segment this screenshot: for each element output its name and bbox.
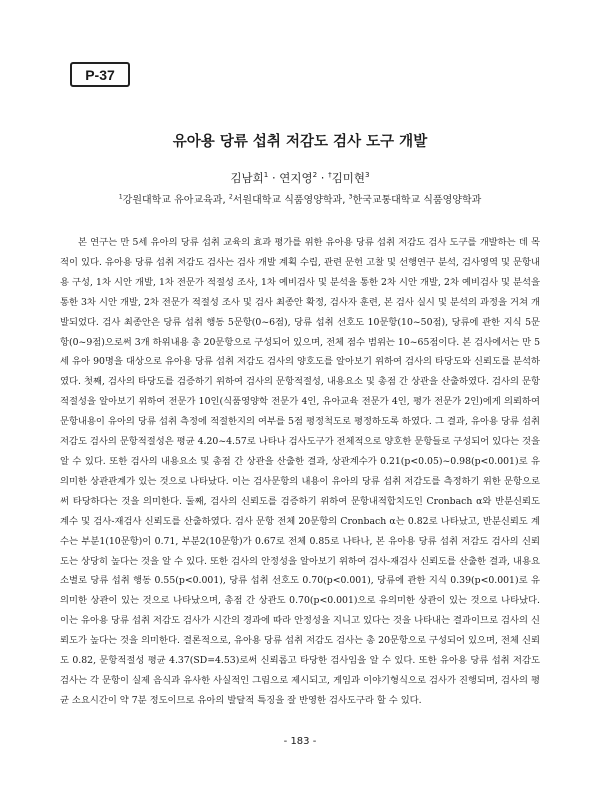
affiliation-list: $^1$강원대학교 유아교육과, $^2$서원대학교 식품영양학과, $^3$한국교통대학교 식품영양학과 [118, 193, 482, 206]
author-separator: · [317, 171, 329, 185]
affiliation-superscript: 2 [228, 193, 233, 201]
author-separator: · [268, 171, 280, 185]
affiliation-name: 서원대학교 식품영양학과 [232, 195, 343, 206]
author-superscript: 3 [365, 170, 370, 180]
poster-id-badge [70, 62, 130, 87]
author-name: 김미현 [331, 171, 366, 185]
author-superscript: 2 [312, 170, 318, 180]
author-name: 김남희 [230, 171, 264, 185]
affiliation-name: 강원대학교 유아교육과 [122, 195, 223, 206]
paper-title: 유아용 당류 섭취 저감도 검사 도구 개발 [172, 134, 428, 150]
author-superscript: 1 [263, 170, 269, 180]
corresponding-author-mark: † [328, 170, 332, 180]
poster-id-label: P-37 [85, 66, 115, 83]
author-list [0, 170, 600, 186]
page-number: - 183 - [283, 736, 317, 747]
affiliation-superscript: 3 [348, 193, 353, 201]
abstract-body: 본 연구는 만 5세 유아의 당류 섭취 교육의 효과 평가를 위한 유아용 당류 섭취 저감도 검사 도구를 개발하는 데 목적이 있다. 유아용 당류 섭취 저감도 검사는 검사 개발 계획 수립, 관련 문헌 고찰 및 선행연구 분석, 검사영역 및 문항내용 구성, 1차 시안 개발, 1차 전문가 적절성 조사, 1차 예비검사 및 분석을 통한 2차 시안 개발, 2차 예비검사 및 분석을 통한 3차 시안 개발, 2차 전문가 적절성 조사 및 검사 최종안 확정, 검사자 훈련, 본 검사 실시 및 분석의 과정을 거쳐 개발되었다. 검사 최종안은 당류 섭취 행동 5문항(0~6점), 당류 섭취 선호도 10문항(10~50점), 당류에 관한 지식 5문항(0~9점)으로써 3개 하위내용 총 20문항으로 구성되어 있으며, 전체 점수 범위는 10~65점이다. 본 검사에서는 만 5세 유아 90명을 대상으로 유아용 당류 섭취 저감도 검사의 양호도를 알아보기 위하여 검사의 타당도와 신뢰도를 분석하였다. 첫째, 검사의 타당도를 검증하기 위하여 검사의 문항적절성, 내용요소 및 총점 간 상관을 산출하였다. 검사의 문항적절성을 알아보기 위하여 전문가 10인(식품영양학 전문가 4인, 유아교육 전문가 4인, 평가 전문가 2인)에게 의뢰하여 문항내용이 유아의 당류 섭취 측정에 적절한지의 여부를 5점 평정척도로 평정하도록 하였다. 그 결과, 유아용 당류 섭취 저감도 검사의 문항적절성은 평균 4.20~4.57로 나타나 검사도구가 전체적으로 양호한 문항들로 구성되어 있다는 것을 알 수 있다. 또한 검사의 내용요소 및 총점 간 상관을 산출한 결과, 상관계수가 0.21(p<0.05)~0.98(p<0.001)로 유의미한 상관관계가 있는 것으로 나타났다. 이는 검사문항의 내용이 유아의 당류 섭취 저감도를 측정하기 위한 문항으로써 타당하다는 것을 의미한다. 둘째, 검사의 신뢰도를 검증하기 위하여 문항내적합치도인 Cronbach α와 반분신뢰도 계수 및 검사-재검사 신뢰도를 산출하였다. 검사 문항 전체 20문항의 Cronbach α는 0.82로 나타났고, 반분신뢰도 계수는 부분1(10문항)이 0.71, 부분2(10문항)가 0.67로 전체 0.85로 나타나, 본 유아용 당류 섭취 저감도 검사의 신뢰도는 상당히 높다는 것을 알 수 있다. 또한 검사의 안정성을 알아보기 위하여 검사-재검사 신뢰도를 산출한 결과, 내용요소별로 당류 섭취 행동 0.55(p<0.001), 당류 섭취 선호도 0.70(p<0.001), 당류에 관한 지식 0.39(p<0.001)로 유의미한 상관이 있는 것으로 나타났으며, 총점 간 상관도 0.70(p<0.001)으로 유의미한 상관이 있는 것으로 나타났다. 이는 유아용 당류 섭취 저감도 검사가 시간의 경과에 따라 안정성을 지니고 있다는 것을 나타내는 결과이므로 검사의 신뢰도가 높다는 것을 의미한다. 결론적으로, 유아용 당류 섭취 저감도 검사는 총 20문항으로 구성되어 있으며, 전체 신뢰도 0.82, 문항적절성 평균 4.37(SD=4.53)로써 신뢰롭고 타당한 검사임을 알 수 있다. 또한 유아용 당류 섭취 저감도 검사는 각 문항이 실제 음식과 유사한 사실적인 그림으로 제시되고, 게임과 이야기형식으로 검사가 진행되며, 검사의 평균 소요시간이 약 7분 정도이므로 유아의 발달적 특징을 잘 반영한 검사도구라 할 수 있다. [60, 237, 540, 706]
author-name: 연지영 [279, 171, 313, 185]
affiliation-superscript: 1 [118, 193, 123, 201]
affiliation-name: 한국교통대학교 식품영양학과 [352, 195, 482, 206]
